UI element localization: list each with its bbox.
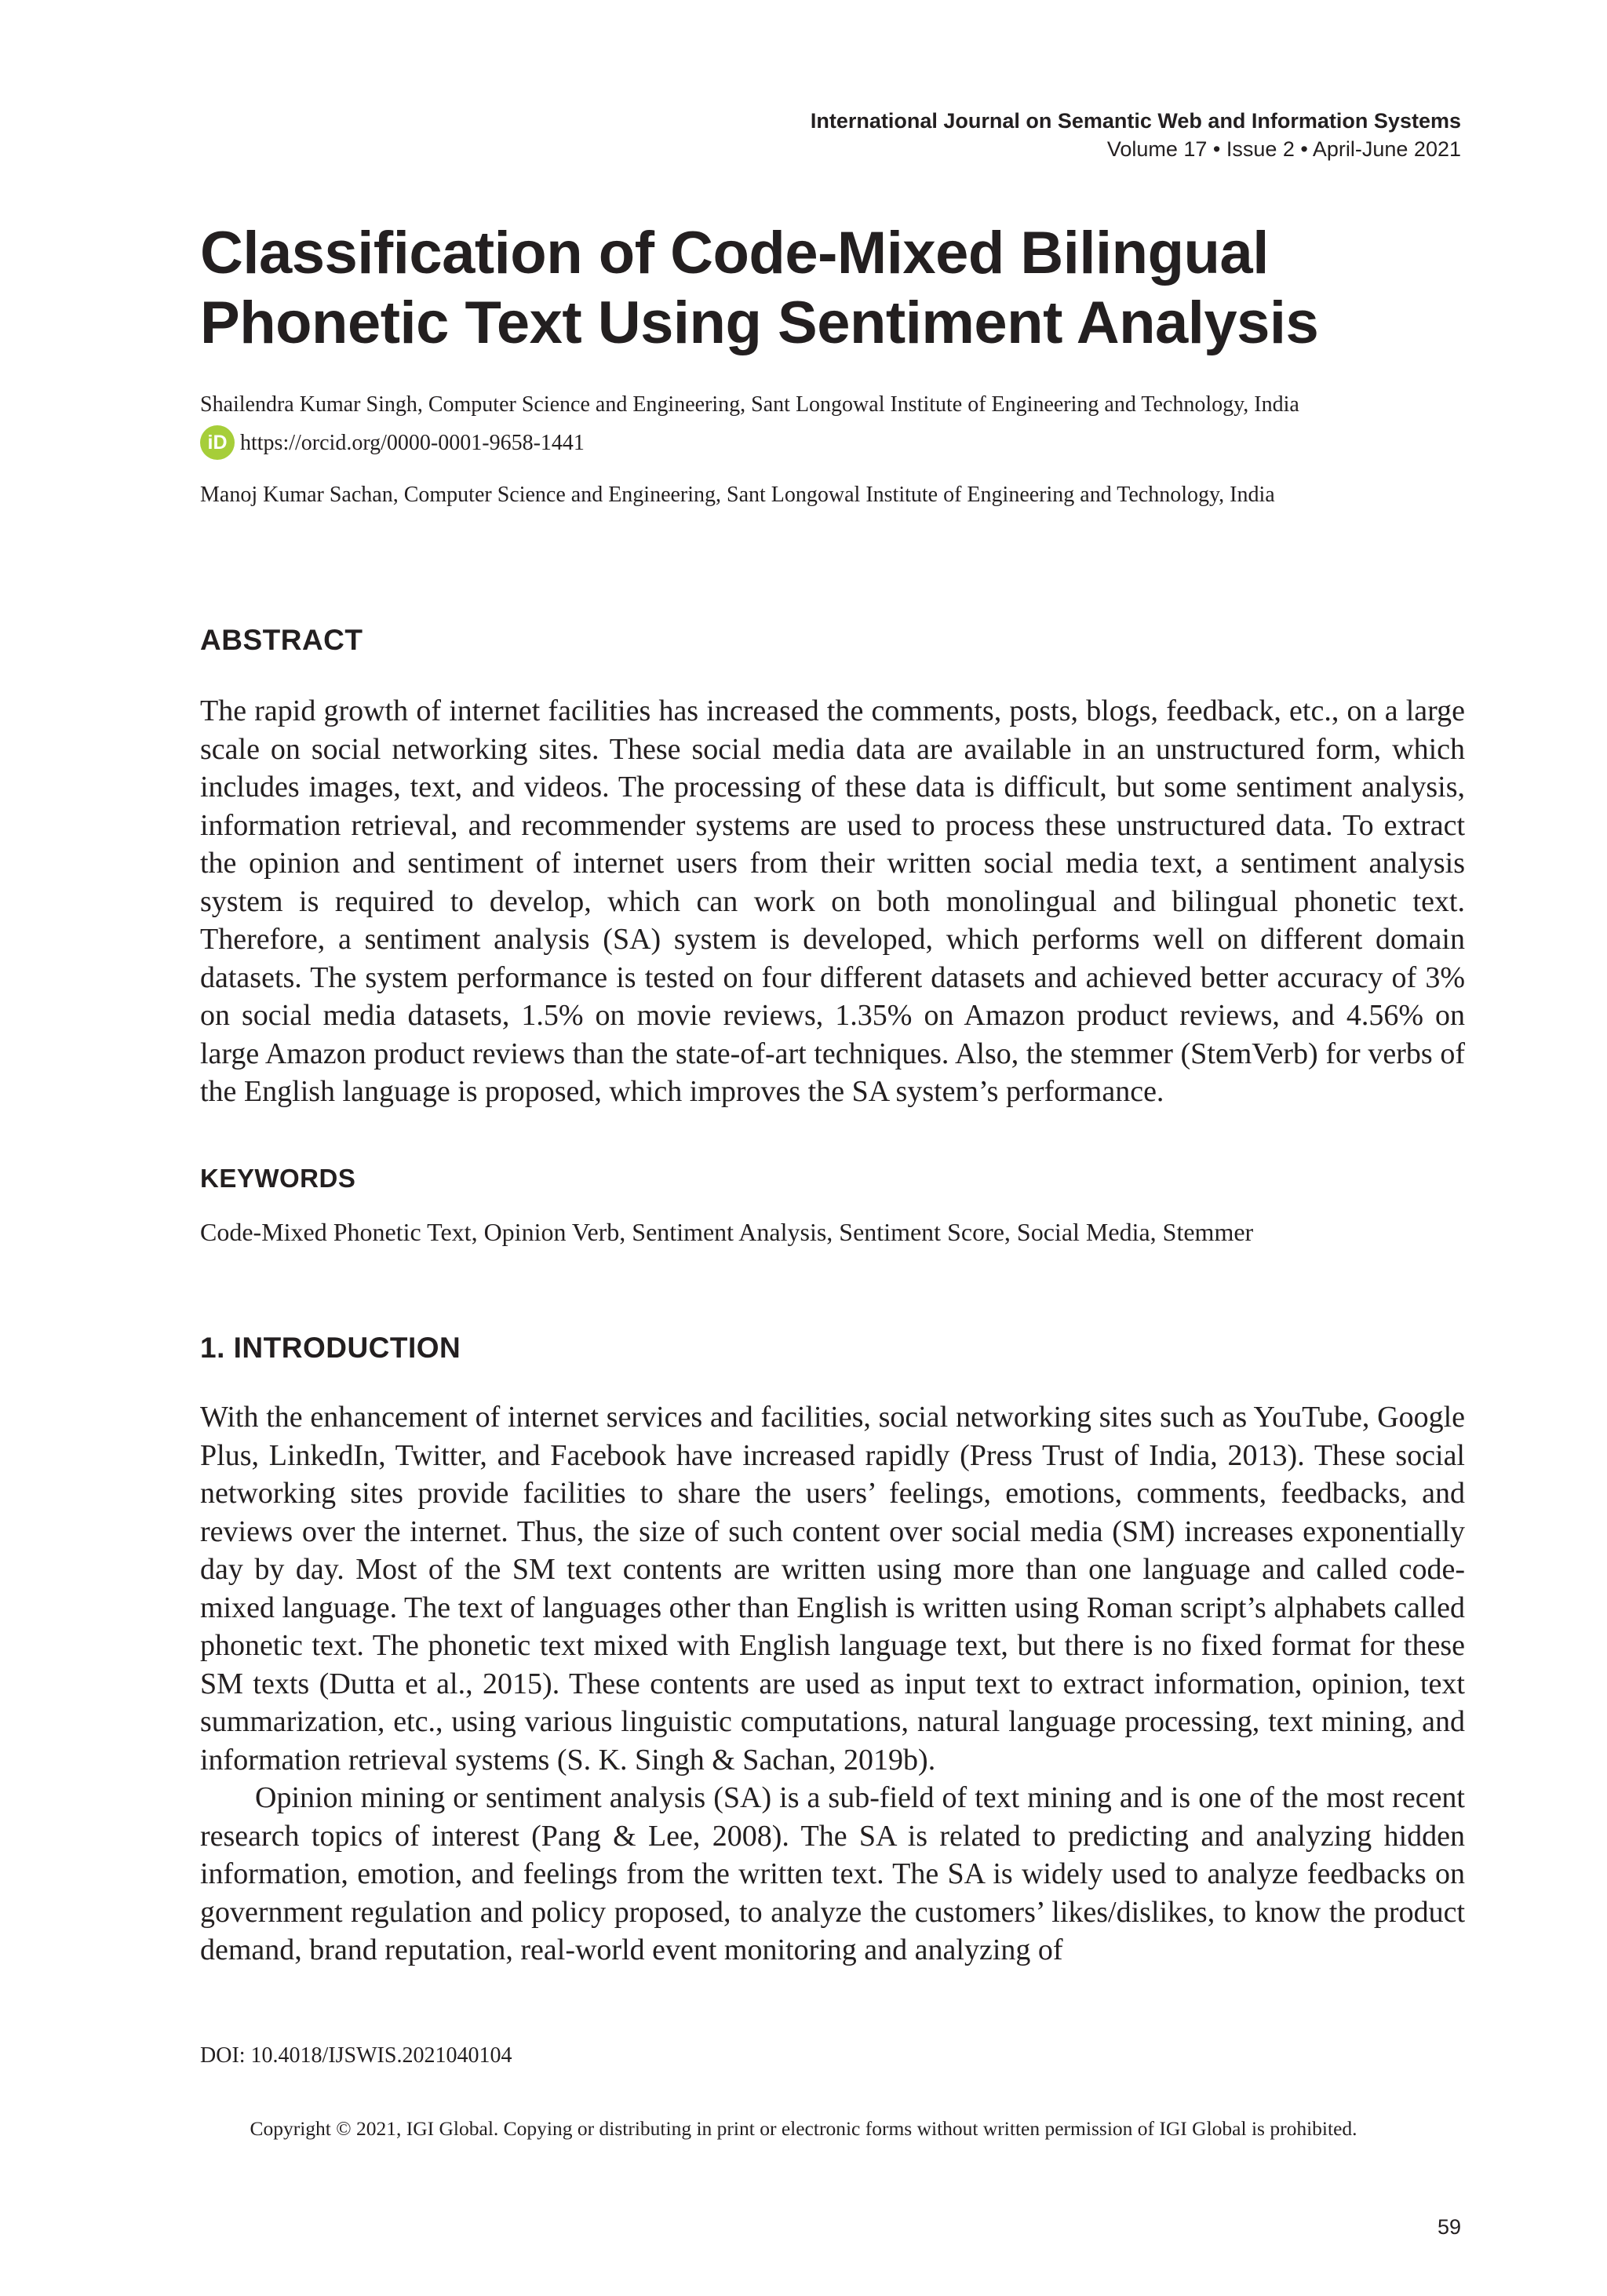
issue-info: Volume 17 • Issue 2 • April-June 2021	[1106, 137, 1461, 161]
article-title: Classification of Code-Mixed Bilingual Phonetic Text Using Sentiment Analysis	[200, 220, 1319, 356]
author-2	[200, 479, 1465, 510]
journal-name: International Journal on Semantic Web and Information Systems	[810, 109, 1461, 133]
introduction-heading: 1. INTRODUCTION	[200, 1332, 461, 1364]
introduction-paragraph-2: Opinion mining or sentiment analysis (SA) is a sub-field of text mining and is one of the most recent research topics of interest (Pang & Lee, 2008). The SA is related to predicting and analyzing hidden information, emotion, and feelings from the written text. The SA is widely used to analyze feedbacks on government regulation and policy proposed, to analyze the customers’ likes/dislikes, to know the product demand, brand reputation, real-world event monitoring and analyzing of	[200, 1781, 1465, 1966]
author-1-affiliation: Shailendra Kumar Singh, Computer Science and Engineering, Sant Longowal Institute of Engineering and Technology, India	[200, 392, 1299, 417]
orcid-line	[200, 425, 1465, 461]
author-list	[200, 389, 1465, 510]
author-2-affiliation: Manoj Kumar Sachan, Computer Science and Engineering, Sant Longowal Institute of Engineering and Technology, India	[200, 483, 1275, 507]
orcid-icon: iD	[200, 425, 235, 460]
doi: DOI: 10.4018/IJSWIS.2021040104	[200, 2043, 512, 2068]
journal-header	[811, 107, 1461, 163]
author-1	[200, 389, 1465, 461]
abstract-text: The rapid growth of internet facilities has increased the comments, posts, blogs, feedback, etc., on a large scale on social networking sites. These social media data are available in an unstructured form, which includes images, text, and videos. The processing of these data is difficult, but some sentiment analysis, information retrieval, and recommender systems are used to process these unstructured data. To extract the opinion and sentiment of internet users from their written social media text, a sentiment analysis system is required to develop, which can work on both monolingual and bilingual phonetic text. Therefore, a sentiment analysis (SA) system is developed, which performs well on different domain datasets. The system performance is tested on four different datasets and achieved better accuracy of 3% on social media datasets, 1.5% on movie reviews, 1.35% on Amazon product reviews, and 4.56% on large Amazon product reviews than the state-of-art techniques. Also, the stemmer (StemVerb) for verbs of the English language is proposed, which improves the SA system’s performance.	[200, 694, 1465, 1108]
abstract-heading: ABSTRACT	[200, 624, 363, 656]
keywords-heading: KEYWORDS	[200, 1164, 356, 1193]
keywords-text: Code-Mixed Phonetic Text, Opinion Verb, Sentiment Analysis, Sentiment Score, Social Media, Stemmer	[200, 1218, 1254, 1246]
orcid-link[interactable]: https://orcid.org/0000-0001-9658-1441	[240, 430, 585, 455]
copyright-notice: Copyright © 2021, IGI Global. Copying or distributing in print or electronic forms without written permission of IGI Global is prohibited.	[250, 2117, 1357, 2140]
page-number: 59	[1437, 2215, 1461, 2239]
introduction-paragraph-1: With the enhancement of internet services and facilities, social networking sites such as YouTube, Google Plus, LinkedIn, Twitter, and Facebook have increased rapidly (Press Trust of India, 2013). These social networking sites provide facilities to share the users’ feelings, emotions, comments, feedbacks, and reviews over the internet. Thus, the size of such content over social media (SM) increases exponentially day by day. Most of the SM text contents are written using more than one language and called code-mixed language. The text of languages other than English is written using Roman script’s alphabets called phonetic text. The phonetic text mixed with English language text, but there is no fixed format for these SM texts (Dutta et al., 2015). These contents are used as input text to extract information, opinion, text summarization, etc., using various linguistic computations, natural language processing, text mining, and information retrieval systems (S. K. Singh & Sachan, 2019b).	[200, 1401, 1465, 1777]
